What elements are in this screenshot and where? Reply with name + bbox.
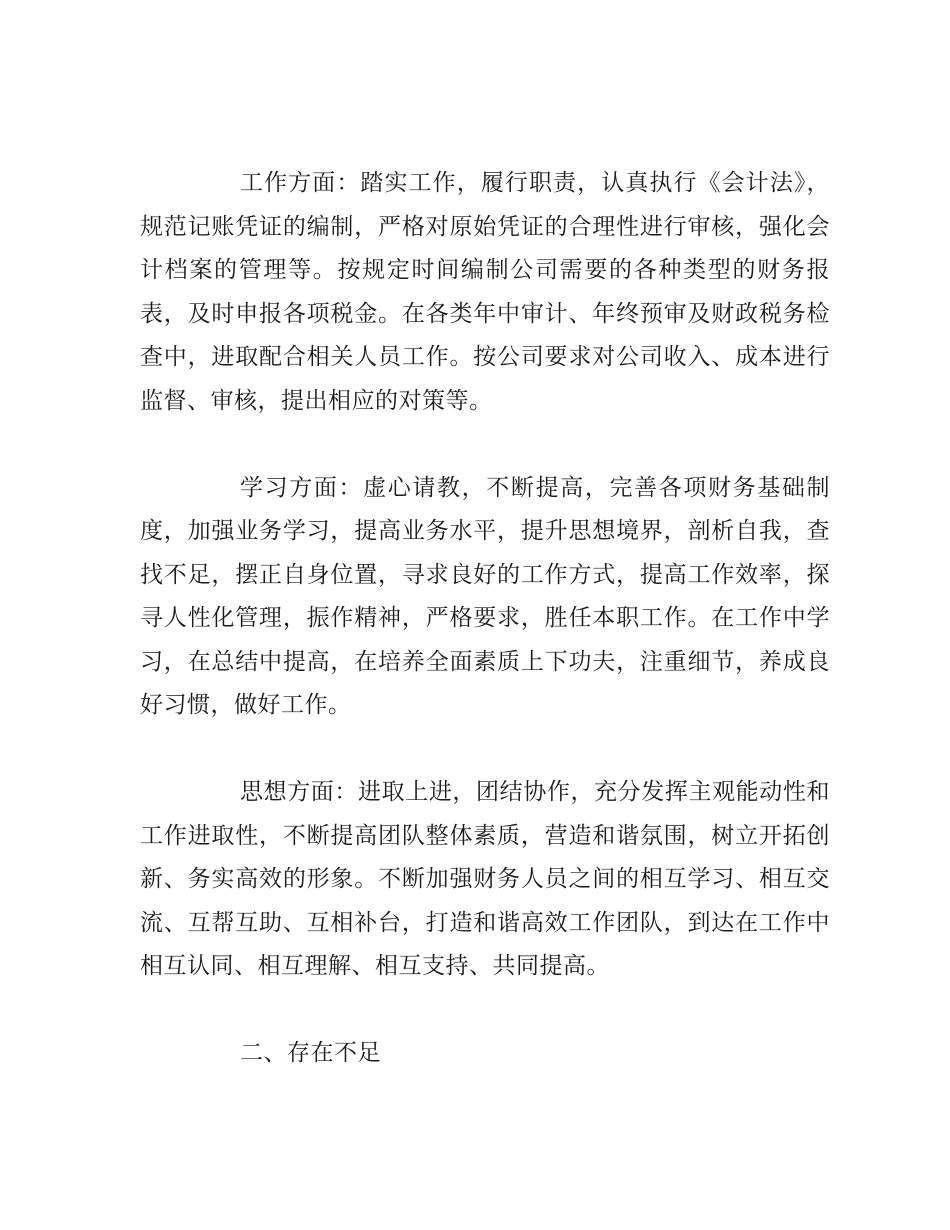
paragraph-study: 学习方面：虚心请教，不断提高，完善各项财务基础制度，加强业务学习，提高业务水平，提升思想境界，剖析自我，查找不足，摆正自身位置，寻求良好的工作方式，提高工作效率，探寻人性化管理，振作精神，严格要求，胜任本职工作。在工作中学习，在总结中提高，在培养全面素质上下功夫，注重细节，养成良好习惯，做好工作。 (140, 474, 830, 718)
paragraph-gap (140, 423, 830, 467)
document-body (140, 162, 830, 1076)
paragraph-thought: 思想方面：进取上进，团结协作，充分发挥主观能动性和工作进取性，不断提高团队整体素质，营造和谐氛围，树立开拓创新、务实高效的形象。不断加强财务人员之间的相互学习、相互交流、互帮互助、互相补台，打造和谐高效工作团队，到达在工作中相互认同、相互理解、相互支持、共同提高。 (140, 779, 830, 979)
paragraph-gap (140, 989, 830, 1033)
paragraph-work: 工作方面：踏实工作，履行职责，认真执行《会计法》，规范记账凭证的编制，严格对原始凭证的合理性进行审核，强化会计档案的管理等。按规定时间编制公司需要的各种类型的财务报表，及时申报各项税金。在各类年中审计、年终预审及财政税务检查中，进取配合相关人员工作。按公司要求对公司收入、成本进行监督、审核，提出相应的对策等。 (140, 170, 830, 414)
paragraph-gap (140, 728, 830, 772)
section-heading: 二、存在不足 (240, 1040, 381, 1066)
